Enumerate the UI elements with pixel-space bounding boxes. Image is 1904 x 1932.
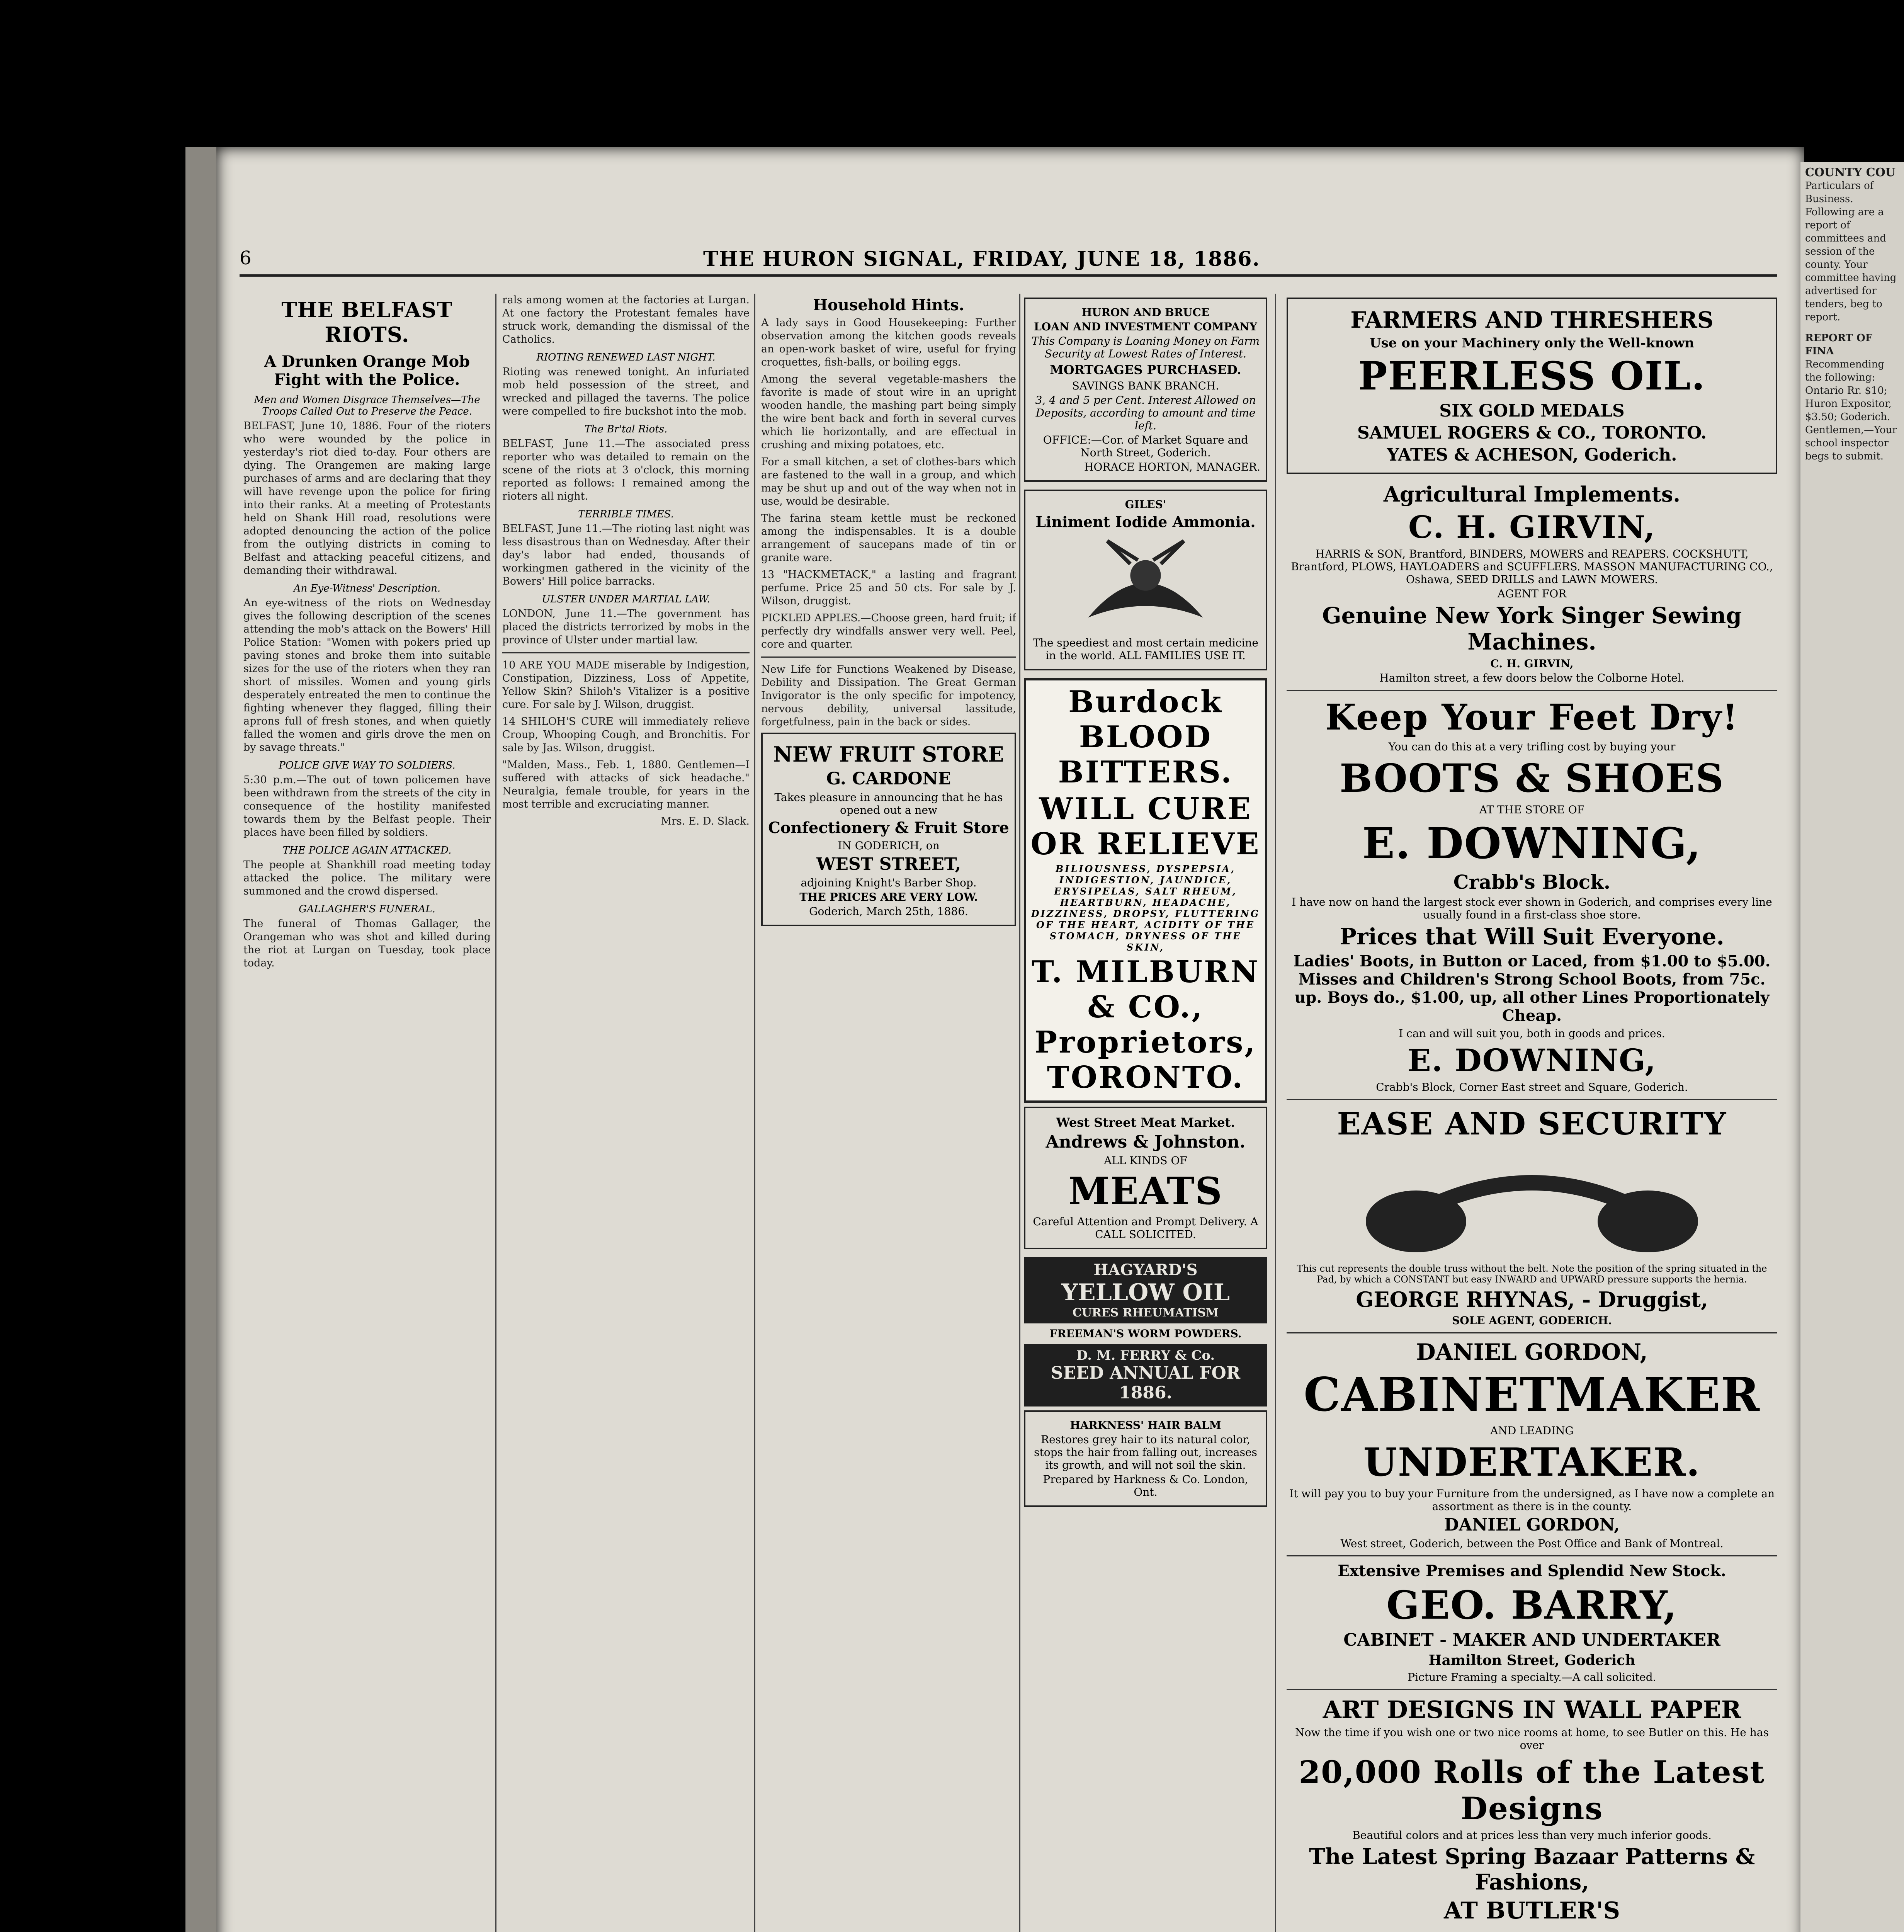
ad-kinds: ALL KINDS OF — [1104, 1154, 1187, 1167]
agent-label: AGENT FOR — [1497, 587, 1567, 600]
ad-brand: HAGYARD'S — [1093, 1261, 1198, 1279]
ad-street: WEST STREET, — [816, 854, 961, 874]
article-subtitle: A Drunken Orange Mob Fight with the Police. — [264, 352, 470, 389]
ad-subhead: MORTGAGES PURCHASED. — [1050, 362, 1241, 377]
paragraph: rals among women at the factories at Lurgan. At one factory the Protestant females have struck work, demanding the dismissal of the Catholics. — [502, 294, 750, 345]
girvin-name: C. H. GIRVIN, — [1408, 509, 1656, 545]
blood-bitters-ad — [1024, 678, 1267, 1103]
column-rule — [495, 294, 496, 1932]
art-text: Now the time if you wish one or two nice rooms at home, to see Butler on this. He has over — [1295, 1726, 1769, 1752]
downing-text: I have now on hand the largest stock ever shown in Goderich, and comprises every line usually found in a first-class shoe store. — [1292, 896, 1772, 921]
adjacent-paragraph-2: Recommending the following: Ontario Rr. $10; Huron Expositor, $3.50; Goderich. Gentlemen,—Your school inspector begs to submit. — [1805, 359, 1897, 462]
ad-title: NEW FRUIT STORE — [773, 742, 1004, 767]
advertisement: New Life for Functions Weakened by Disease, Debility and Dissipation. The Great German Invigorator is the only specific for impotency, nervous debility, universal lassitude, forgetfulness, pain in the back or sides. — [761, 663, 1016, 728]
advertisement: 14 SHILOH'S CURE will immediately relieve Croup, Whooping Cough, and Bronchitis. For sale by Jas. Wilson, druggist. — [502, 716, 750, 754]
singer-title: Genuine New York Singer Sewing Machines. — [1322, 602, 1742, 655]
ad-note: THE PRICES ARE VERY LOW. — [799, 891, 978, 903]
ad-location: IN GODERICH, on — [838, 839, 940, 852]
worm-powders-ad: FREEMAN'S WORM POWDERS. — [1049, 1327, 1242, 1340]
masthead: THE HURON SIGNAL, FRIDAY, JUNE 18, 1886. — [703, 247, 1260, 271]
rhynas-sub: SOLE AGENT, GODERICH. — [1452, 1314, 1612, 1327]
yellow-oil-ad — [1024, 1257, 1267, 1323]
article-deck: Men and Women Disgrace Themselves—The Troops Called Out to Preserve the Peace. — [254, 394, 480, 417]
bazaar-title: The Latest Spring Bazaar Patterns & Fashions, — [1309, 1844, 1755, 1895]
gordon-sign: DANIEL GORDON, — [1444, 1515, 1620, 1535]
liniment-ad — [1024, 490, 1267, 670]
ad-text: This Company is Loaning Money on Farm Security at Lowest Rates of Interest. — [1031, 335, 1260, 360]
ease-text: This cut represents the double truss without the belt. Note the position of the spring situated in the Pad, by which a CONSTANT but easy INWARD and UPWARD pressure supports the hernia. — [1297, 1263, 1767, 1285]
ad-maker: Prepared by Harkness & Co. London, Ont. — [1043, 1473, 1248, 1498]
hair-balm-ad — [1024, 1410, 1267, 1507]
paragraph: Rioting was renewed tonight. An infuriated mob held possession of the street, and wrecked and pillaged the taverns. The police were compelled to fire buckshot into the mob. — [502, 366, 750, 417]
advertisement: "Malden, Mass., Feb. 1, 1880. Gentlemen—I suffered with attacks of sick headache." Neuralgia, female trouble, for years in the most terrible and excruciating manner. — [502, 759, 750, 810]
paragraph: BELFAST, June 11.—The associated press reporter who was detailed to remain on the scene of the riots at 3 o'clock, this morning reported as follows: I remained among the rioters all night. — [502, 438, 750, 502]
rolls-title: 20,000 Rolls of the Latest Designs — [1299, 1754, 1765, 1827]
adjacent-head: COUNTY COU — [1805, 166, 1896, 179]
paragraph: 5:30 p.m.—The out of town policemen have been withdrawn from the streets of the city in consequence of the hostility manifested towards them by the Belfast people. Their places have been filled by soldiers. — [243, 774, 491, 838]
ad-subhead: WILL CURE OR RELIEVE — [1030, 791, 1261, 862]
peerless-oil-ad — [1287, 298, 1777, 474]
ad-maker: T. MILBURN & CO., Proprietors, TORONTO. — [1031, 954, 1260, 1095]
downing-name-2: E. DOWNING, — [1407, 1042, 1657, 1078]
paragraph: BELFAST, June 10, 1886. Four of the rioters who were wounded by the police in yesterday's riot died to-day. Four others are dying. The Orangemen are making large purchases of arms and are declaring that they will have revenge upon the police for firing into their ranks. At a meeting of Protestants held on Shank Hill road, resolutions were adopted denouncing the action of the police from the outlying districts in coming to Belfast and attacking peaceful citizens, and demanding their withdrawal. — [243, 420, 491, 577]
ad-title: HARKNESS' HAIR BALM — [1070, 1419, 1221, 1432]
undertaker-title: UNDERTAKER. — [1363, 1439, 1701, 1485]
barry-name: GEO. BARRY, — [1386, 1582, 1678, 1628]
prices-title: Prices that Will Suit Everyone. — [1340, 923, 1724, 950]
ad-title-2: LOAN AND INVESTMENT COMPANY — [1034, 320, 1257, 333]
column-2 — [502, 294, 750, 1932]
girvin-address: Hamilton street, a few doors below the Colborne Hotel. — [1379, 672, 1685, 684]
section-heading: The Br'tal Riots. — [584, 423, 668, 435]
page-header — [240, 247, 1777, 277]
girvin-sign: C. H. GIRVIN, — [1490, 657, 1574, 670]
section-heading: GALLAGHER'S FUNERAL. — [299, 903, 435, 915]
ad-title: Liniment Iodide Ammonia. — [1035, 513, 1256, 531]
divider — [1287, 1099, 1777, 1100]
ad-company: D. M. FERRY & Co. — [1076, 1348, 1215, 1363]
section-heading: THE POLICE AGAIN ATTACKED. — [282, 845, 452, 856]
ad-owner: G. CARDONE — [826, 769, 951, 789]
cabinet-title: CABINETMAKER — [1303, 1367, 1761, 1422]
girvin-text: HARRIS & SON, Brantford, BINDERS, MOWERS and REAPERS. COCKSHUTT, Brantford, PLOWS, HAYLOADERS and SCUFFLERS. MASSON MANUFACTURING CO., Oshawa, SEED DRILLS and LAWN MOWERS. — [1291, 548, 1773, 586]
paragraph: The funeral of Thomas Gallager, the Orangeman who was shot and killed during the riot at Lurgan on Tuesday, took place today. — [243, 918, 491, 969]
ad-office: OFFICE:—Cor. of Market Square and North Street, Goderich. — [1043, 434, 1248, 459]
fruit-store-ad — [761, 733, 1016, 926]
column-3 — [761, 294, 1016, 1932]
divider — [1287, 1689, 1777, 1690]
paragraph: For a small kitchen, a set of clothes-bars which are fastened to the wall in a group, and which may be shut up and out of the way when not in use, would be desirable. — [761, 456, 1016, 507]
store-of-label: AT THE STORE OF — [1479, 803, 1585, 816]
section-heading: An Eye-Witness' Description. — [293, 583, 441, 594]
paragraph: The farina steam kettle must be reckoned among the indispensables. It is a double arrangement of saucepans made of tin or granite ware. — [761, 512, 1016, 564]
ad-date: Goderich, March 25th, 1886. — [809, 905, 968, 918]
ad-subtitle: Use on your Machinery only the Well-known — [1370, 335, 1694, 351]
ad-subhead-2: SAVINGS BANK BRANCH. — [1072, 379, 1219, 392]
ad-firm: Andrews & Johnston. — [1046, 1132, 1246, 1152]
ad-maker: SAMUEL ROGERS & CO., TORONTO. — [1357, 423, 1707, 443]
ad-text: The speediest and most certain medicine in the world. ALL FAMILIES USE IT. — [1033, 636, 1258, 662]
column-rule — [1275, 294, 1276, 1932]
ad-title: YELLOW OIL — [1061, 1279, 1230, 1306]
ad-brand: GILES' — [1125, 498, 1166, 511]
ad-list: BILIOUSNESS, DYSPEPSIA, INDIGESTION, JAUNDICE, ERYSIPELAS, SALT RHEUM, HEARTBURN, HEADACHE, DIZZINESS, DROPSY, FLUTTERING OF THE HEART, ACIDITY OF THE STOMACH, DRYNESS OF THE SKIN, — [1031, 863, 1260, 953]
feet-title: Keep Your Feet Dry! — [1325, 696, 1739, 738]
ad-medals: SIX GOLD MEDALS — [1439, 401, 1625, 421]
ad-title: HURON AND BRUCE — [1081, 306, 1210, 319]
downing-address: Crabb's Block, Corner East street and Square, Goderich. — [1376, 1081, 1688, 1094]
column-rule — [1019, 294, 1020, 1932]
dragon-illustration-icon — [1031, 533, 1260, 633]
ease-title: EASE AND SECURITY — [1337, 1105, 1727, 1142]
rolls-text: Beautiful colors and at prices less than very much inferior goods. — [1352, 1829, 1712, 1842]
paragraph: BELFAST, June 11.—The rioting last night was less disastrous than on Wednesday. After their day's labor had ended, thousands of workingmen gathered in the vicinity of the Bowers' Hill police barracks. — [502, 523, 750, 587]
and-leading: AND LEADING — [1490, 1424, 1574, 1437]
gordon-name: DANIEL GORDON, — [1416, 1339, 1648, 1365]
article-title: THE BELFAST RIOTS. — [281, 298, 453, 347]
divider — [1287, 1555, 1777, 1556]
seed-annual-ad — [1024, 1344, 1267, 1406]
divider — [1287, 1332, 1777, 1333]
ad-headline: Confectionery & Fruit Store — [768, 819, 1009, 837]
art-title: ART DESIGNS IN WALL PAPER — [1323, 1696, 1741, 1724]
adjacent-page — [1800, 162, 1904, 1932]
paragraph: The people at Shankhill road meeting today attacked the police. The military were summoned and the crowd dispersed. — [243, 859, 491, 897]
ad-text: Restores grey hair to its natural color, stops the hair from falling out, increases its growth, and will not soil the skin. — [1034, 1433, 1257, 1471]
picture-framing: Picture Framing a specialty.—A call solicited. — [1408, 1671, 1656, 1684]
ad-title: SEED ANNUAL FOR 1886. — [1051, 1363, 1241, 1403]
ad-word: Burdock — [1068, 684, 1223, 719]
adjacent-section: REPORT OF FINA — [1805, 332, 1873, 357]
left-page-edge — [185, 147, 220, 1932]
truss-illustration-icon — [1287, 1144, 1777, 1260]
divider — [761, 656, 1016, 658]
ad-headline: MEATS — [1068, 1169, 1223, 1213]
agri-title: Agricultural Implements. — [1383, 482, 1681, 507]
advertisement: 13 "HACKMETACK," a lasting and fragrant perfume. Price 25 and 50 cts. For sale by J. Wilson, druggist. — [761, 569, 1016, 607]
column-4 — [1024, 294, 1267, 1932]
ad-location-detail: adjoining Knight's Barber Shop. — [801, 876, 977, 889]
ad-word: BLOOD — [1079, 719, 1212, 755]
ad-title: FARMERS AND THRESHERS — [1350, 307, 1714, 333]
gordon-text: It will pay you to buy your Furniture from the undersigned, as I have now a complete an assortment as there is in the county. — [1289, 1487, 1775, 1513]
column-5 — [1287, 294, 1777, 1932]
paragraph: An eye-witness of the riots on Wednesday gives the following description of the scenes attending the mob's attack on the Bowers' Hill Police Station: "Women with pokers pried up paving stones and broke them into suitable sizes for the use of the rioters when they ran short of missiles. Women and young girls desperately entreated the men to continue the fighting whenever they flagged, filling their aprons full of fresh stones, and when quietly falled the women and girls drove the men on by savage threats." — [243, 597, 491, 753]
article-title: Household Hints. — [813, 296, 964, 314]
section-heading: TERRIBLE TIMES. — [578, 509, 674, 520]
suit-text: I can and will suit you, both in goods and prices. — [1399, 1027, 1665, 1040]
feet-subtitle: You can do this at a very trifling cost by buying your — [1388, 740, 1676, 753]
section-heading: POLICE GIVE WAY TO SOLDIERS. — [279, 760, 456, 771]
ad-rate: 3, 4 and 5 per Cent. Interest Allowed on Deposits, according to amount and time left. — [1035, 394, 1256, 432]
ad-agent: YATES & ACHESON, Goderich. — [1387, 445, 1677, 465]
section-heading: ULSTER UNDER MARTIAL LAW. — [542, 594, 710, 605]
crabb-block: Crabb's Block. — [1453, 871, 1611, 893]
ad-text: Takes pleasure in announcing that he has opened out a new — [774, 791, 1003, 816]
advertisement: 10 ARE YOU MADE miserable by Indigestion, Constipation, Dizziness, Loss of Appetite, Yellow Skin? Shiloh's Vitalizer is a positive cure. For sale by J. Wilson, druggist. — [502, 659, 750, 711]
section-heading: RIOTING RENEWED LAST NIGHT. — [536, 352, 716, 363]
column-rule — [754, 294, 755, 1932]
prices-text: Ladies' Boots, in Button or Laced, from $1.00 to $5.00. Misses and Children's Strong School Boots, from 75c. up. Boys do., $1.00, up, all other Lines Proportionately Cheap. — [1293, 952, 1771, 1025]
loan-company-ad — [1024, 298, 1267, 482]
ad-note: Careful Attention and Prompt Delivery. A CALL SOLICITED. — [1033, 1215, 1258, 1241]
extensive-title: Extensive Premises and Splendid New Stock. — [1338, 1562, 1726, 1580]
meat-market-ad — [1024, 1107, 1267, 1249]
ad-tagline: CURES RHEUMATISM — [1072, 1306, 1219, 1320]
ad-title: West Street Meat Market. — [1056, 1115, 1235, 1130]
paragraph: PICKLED APPLES.—Choose green, hard fruit; if perfectly dry windfalls answer very well. Peel, core and quarter. — [761, 612, 1016, 650]
paragraph: Among the several vegetable-mashers the favorite is made of stout wire in an upright wooden handle, the mashing part being simply the wire bent back and forth in several curves which lie horizontally, and are effectual in crushing and mixing potatoes, etc. — [761, 373, 1016, 451]
adjacent-paragraph: Particulars of Business. Following are a report of committees and session of the county. Your committee having advertised for tenders, beg to report. — [1805, 180, 1897, 323]
rhynas-name: GEORGE RHYNAS, - Druggist, — [1356, 1287, 1708, 1312]
divider — [502, 652, 750, 653]
ad-manager: HORACE HORTON, MANAGER. — [1084, 461, 1260, 473]
divider — [1287, 690, 1777, 691]
column-1 — [243, 294, 491, 1932]
page-number: 6 — [240, 247, 252, 269]
ad-word: BITTERS. — [1058, 755, 1233, 790]
barry-address: Hamilton Street, Goderich — [1428, 1652, 1635, 1668]
downing-name: E. DOWNING, — [1362, 818, 1702, 868]
gordon-address: West street, Goderich, between the Post Office and Bank of Montreal. — [1340, 1537, 1724, 1550]
butler-name: AT BUTLER'S — [1444, 1897, 1620, 1924]
paragraph: A lady says in Good Housekeeping: Further observation among the kitchen goods reveals an open-work basket of wire, useful for frying croquettes, fish-balls, or boiling eggs. — [761, 317, 1016, 368]
barry-sub: CABINET - MAKER AND UNDERTAKER — [1343, 1630, 1720, 1650]
boots-title: BOOTS & SHOES — [1340, 755, 1724, 801]
signature: Mrs. E. D. Slack. — [661, 815, 750, 827]
paragraph: LONDON, June 11.—The government has placed the districts terrorized by mobs in the province of Ulster under martial law. — [502, 608, 750, 646]
ad-headline: PEERLESS OIL. — [1358, 353, 1706, 399]
